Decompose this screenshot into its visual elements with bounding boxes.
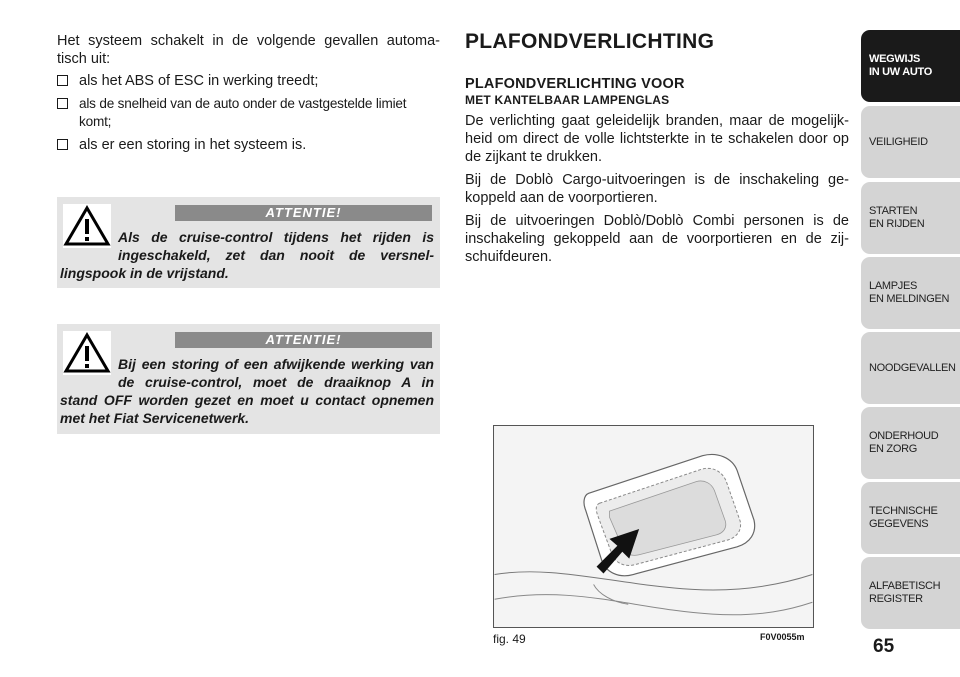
subheading-line2: MET KANTELBAAR LAMPENGLAS [465,93,670,107]
paragraph: Bij de uitvoeringen Doblò/Doblò Combi personen is de inschakeling gekoppeld aan de voorportieren en de zij- schuifdeuren. [465,213,849,265]
warning-text: Bij een storing of een afwijkende werking van de cruise-control, moet de draaiknop A in stand OFF worden gezet en moet u contact opnemen met het Fiat Servicenetwerk. [60,356,434,426]
tab-noodgevallen[interactable]: NOODGEVALLEN [861,332,960,404]
checkbox-bullet-icon [57,98,68,109]
checkbox-bullet-icon [57,139,68,150]
warning-title: ATTENTIE! [175,205,432,221]
tab-wegwijs[interactable]: WEGWIJS IN UW AUTO [861,30,960,102]
left-column [57,32,440,159]
tab-starten[interactable]: STARTEN EN RIJDEN [861,182,960,254]
warning-box-cruise-fault [57,324,440,434]
tab-technische[interactable]: TECHNISCHE GEGEVENS [861,482,960,554]
list-item: als de snelheid van de auto onder de vastgestelde limiet komt; [57,95,440,131]
tab-lampjes[interactable]: LAMPJES EN MELDINGEN [861,257,960,329]
paragraph: Bij de Doblò Cargo-uitvoeringen is de inschakeling ge- koppeld aan de voorportieren. [465,172,849,206]
list-item: als het ABS of ESC in werking treedt; [57,72,440,90]
page-number: 65 [873,636,895,657]
intro-text: Het systeem schakelt in de volgende gevallen automa- tisch uit: [57,33,440,67]
list-item: als er een storing in het systeem is. [57,136,440,154]
figure-ceiling-light [493,425,814,628]
warning-text: Als de cruise-control tijdens het rijden is ingeschakeld, zet dan nooit de versnel- lingspook in de vrijstand. [60,229,434,281]
tab-onderhoud[interactable]: ONDERHOUD EN ZORG [861,407,960,479]
figure-code: F0V0055m [760,632,805,642]
figure-label: fig. 49 [493,632,526,646]
bullet-list [57,72,440,154]
tab-alfabetisch[interactable]: ALFABETISCH REGISTER [861,557,960,629]
warning-box-cruise-neutral [57,197,440,288]
right-column [465,30,849,266]
warning-title: ATTENTIE! [175,332,432,348]
subheading-line1: PLAFONDVERLICHTING VOOR [465,76,685,92]
checkbox-bullet-icon [57,75,68,86]
tab-veiligheid[interactable]: VEILIGHEID [861,106,960,178]
section-heading: PLAFONDVERLICHTING [465,30,715,53]
paragraph: De verlichting gaat geleidelijk branden, maar de mogelijk- heid om direct de volle lichtsterkte in te schakelen door op de zijkant te drukken. [465,113,849,165]
ceiling-light-illustration [494,426,813,627]
